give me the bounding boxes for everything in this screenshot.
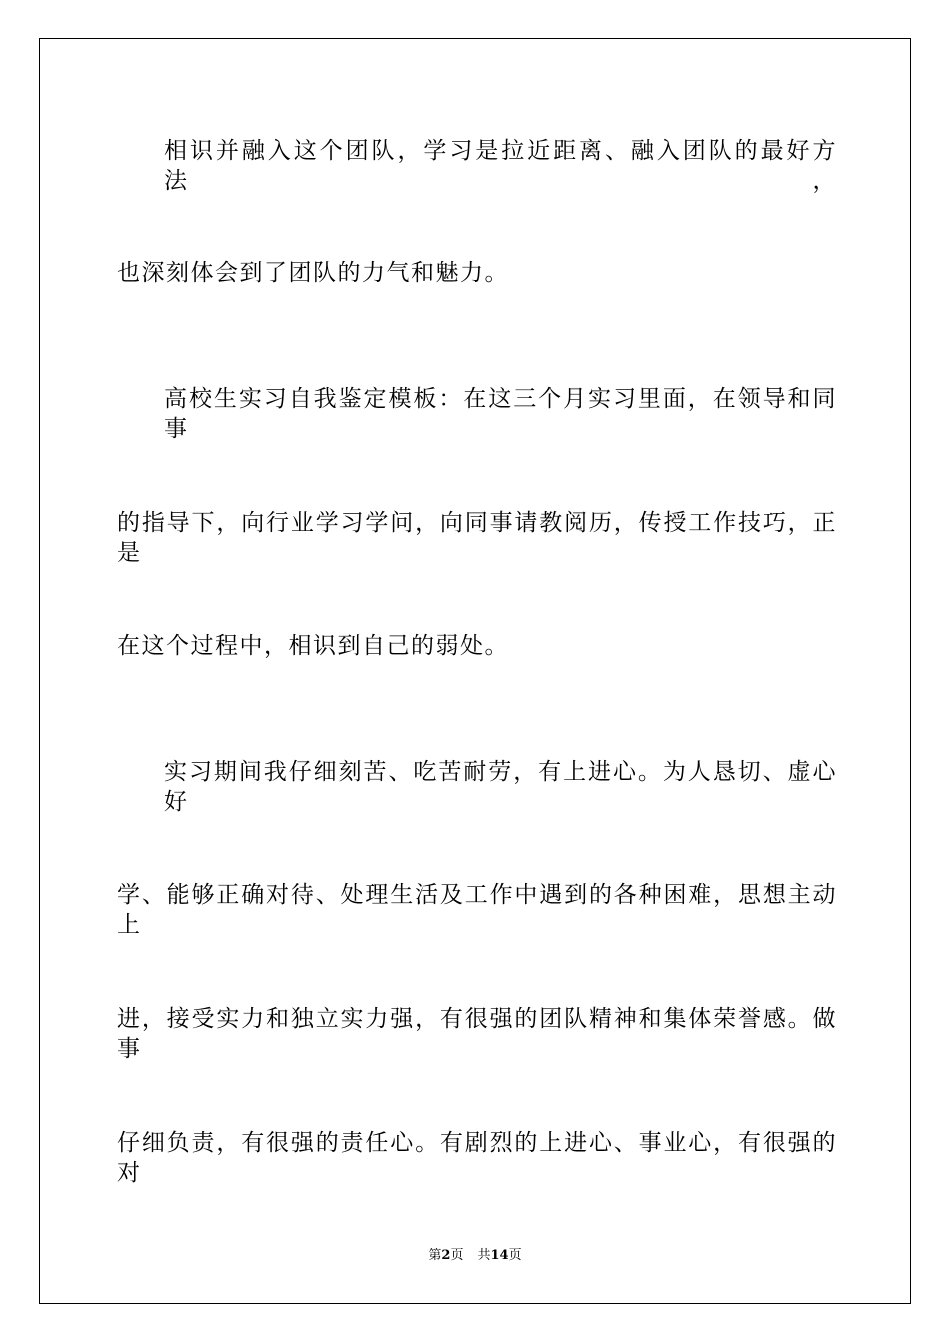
total-prefix: 共 bbox=[477, 1248, 491, 1263]
text-line-7: 学、能够正确对待、处理生活及工作中遇到的各种困难，思想主动上 bbox=[117, 882, 837, 938]
page-suffix: 页 bbox=[450, 1248, 464, 1263]
page-footer bbox=[0, 1247, 950, 1265]
text-line-4: 的指导下，向行业学习学问，向同事请教阅历，传授工作技巧，正是 bbox=[117, 510, 837, 566]
text-line-2: 也深刻体会到了团队的力气和魅力。 bbox=[117, 260, 509, 286]
text-line-1: 相识并融入这个团队，学习是拉近距离、融入团队的最好方法， bbox=[164, 138, 837, 194]
text-line-5: 在这个过程中，相识到自己的弱处。 bbox=[117, 633, 509, 659]
text-line-9: 仔细负责，有很强的责任心。有剧烈的上进心、事业心，有很强的对 bbox=[117, 1130, 837, 1186]
text-line-6: 实习期间我仔细刻苦、吃苦耐劳，有上进心。为人恳切、虚心好 bbox=[164, 759, 837, 815]
total-suffix: 页 bbox=[508, 1248, 522, 1263]
page-border bbox=[39, 38, 911, 1304]
text-line-3: 高校生实习自我鉴定模板：在这三个月实习里面，在领导和同事 bbox=[164, 386, 837, 442]
total-pages: 14 bbox=[490, 1248, 509, 1263]
page-number: 2 bbox=[441, 1248, 451, 1263]
text-line-8: 进，接受实力和独立实力强，有很强的团队精神和集体荣誉感。做事 bbox=[117, 1006, 837, 1062]
page-prefix: 第 bbox=[428, 1248, 442, 1263]
